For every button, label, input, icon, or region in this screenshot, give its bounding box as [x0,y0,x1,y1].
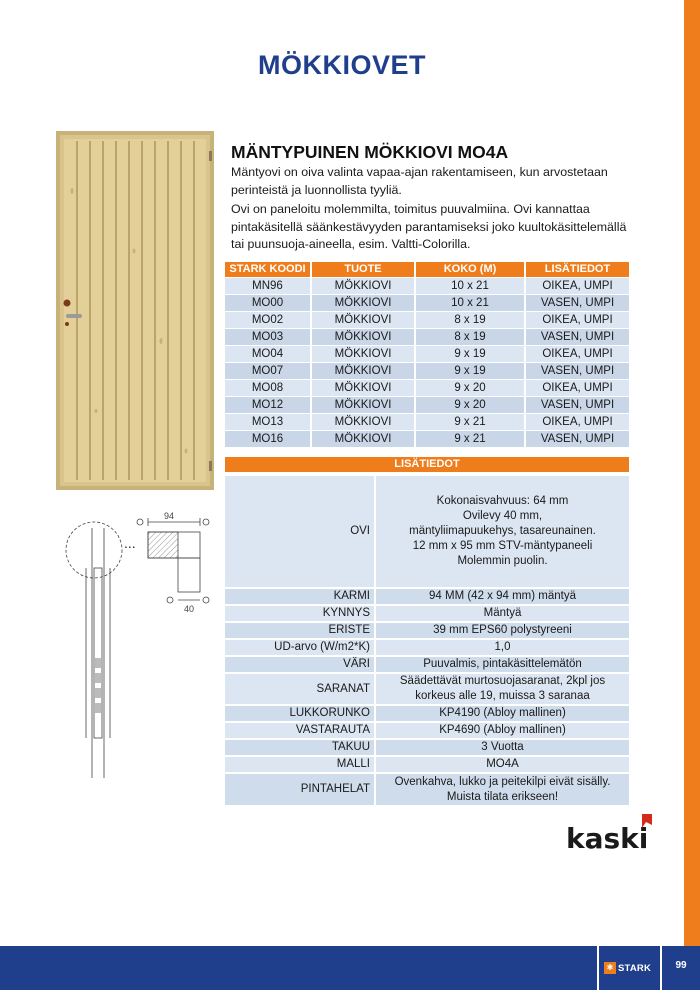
details-line: 1,0 [494,641,511,653]
table-cell: OIKEA, UMPI [525,413,629,430]
details-label: OVI [225,475,375,588]
details-line: Ovilevy 40 mm, mäntyliimapuukehys, tasareunainen. [409,510,596,537]
details-label: VÄRI [225,656,375,673]
table-cell: MÖKKIOVI [311,379,415,396]
details-row [225,588,629,605]
details-line: 3 Vuotta [481,741,524,753]
details-line: MO4A [486,758,519,770]
stark-logo-icon: ✱ [604,962,616,974]
table-row [225,294,629,311]
table-row [225,379,629,396]
details-row [225,622,629,639]
table-row [225,396,629,413]
table-row [225,328,629,345]
details-line: KP4690 (Abloy mallinen) [439,724,566,736]
table-cell: OIKEA, UMPI [525,345,629,362]
details-row [225,639,629,656]
table-cell: MO02 [225,311,311,328]
table-cell: MO07 [225,362,311,379]
table-cell: MN96 [225,277,311,294]
details-line: 94 MM (42 x 94 mm) mäntyä [429,590,576,602]
details-row [225,773,629,805]
table-cell: 9 x 21 [415,430,525,447]
col-header: TUOTE [311,262,415,277]
table-cell: MO00 [225,294,311,311]
product-title: MÄNTYPUINEN MÖKKIOVI MO4A [231,142,509,162]
orange-side-strip [684,0,700,946]
table-cell: MO16 [225,430,311,447]
details-line: Ovenkahva, lukko ja peitekilpi eivät sisälly. Muista tilata erikseen! [394,775,611,803]
table-cell: MO13 [225,413,311,430]
details-row [225,673,629,705]
table-cell: MÖKKIOVI [311,362,415,379]
details-row [225,739,629,756]
table-row [225,362,629,379]
drawing-dim-top: 94 [164,511,175,521]
table-cell: VASEN, UMPI [525,430,629,447]
details-row [225,656,629,673]
table-row [225,430,629,447]
details-line: Puuvalmis, pintakäsittelemätön [423,658,582,670]
page-title: MÖKKIOVET [257,50,426,80]
details-label: ERISTE [225,622,375,639]
table-row [225,311,629,328]
details-value [375,475,629,588]
details-label: VASTARAUTA [225,722,375,739]
details-label: UD-arvo (W/m2*K) [225,639,375,656]
product-intro [231,164,636,256]
col-header: STARK KOODI [225,262,311,277]
intro-paragraph: Mäntyovi on oiva valinta vapaa-ajan rakentamiseen, kun arvostetaan perinteistä ja luonnollista tyyliä. [231,165,608,197]
table-cell: MO03 [225,328,311,345]
table-cell: MÖKKIOVI [311,294,415,311]
details-label: SARANAT [225,673,375,705]
details-line: Säädettävät murtosuojasaranat, 2kpl jos korkeus alle 19, muissa 3 saranaa [399,675,606,702]
details-line: Mäntyä [483,607,522,619]
table-cell: OIKEA, UMPI [525,277,629,294]
details-label: KYNNYS [225,605,375,622]
table-cell: MÖKKIOVI [311,277,415,294]
details-row [225,605,629,622]
table-cell: 9 x 19 [415,345,525,362]
details-table [225,474,629,805]
table-row [225,277,629,294]
table-cell: VASEN, UMPI [525,294,629,311]
table-cell: VASEN, UMPI [525,396,629,413]
details-row [225,722,629,739]
product-codes-table [225,262,629,447]
table-cell: MÖKKIOVI [311,430,415,447]
details-label: PINTAHELAT [225,773,375,805]
table-cell: MÖKKIOVI [311,328,415,345]
table-cell: MO12 [225,396,311,413]
details-value [375,639,629,656]
details-value [375,622,629,639]
table-cell: 10 x 21 [415,277,525,294]
table-cell: MO04 [225,345,311,362]
details-row [225,475,629,588]
details-value [375,722,629,739]
stark-logo [604,960,654,976]
table-cell: 10 x 21 [415,294,525,311]
table-cell: MÖKKIOVI [311,413,415,430]
details-line: KP4190 (Abloy mallinen) [439,707,566,719]
details-value [375,673,629,705]
details-value [375,588,629,605]
details-line: Kokonaisvahvuus: 64 mm [436,495,569,507]
details-label: KARMI [225,588,375,605]
technical-drawing [44,508,224,778]
table-cell: MÖKKIOVI [311,311,415,328]
table-cell: 9 x 19 [415,362,525,379]
table-cell: 8 x 19 [415,328,525,345]
details-value [375,739,629,756]
col-header: KOKO (M) [415,262,525,277]
table-cell: VASEN, UMPI [525,328,629,345]
details-row [225,705,629,722]
page-number: 99 [675,960,687,971]
details-value [375,773,629,805]
col-header: LISÄTIEDOT [525,262,629,277]
drawing-ellipsis: ... [124,535,136,551]
door-image [56,131,214,490]
details-line: Molemmin puolin. [457,555,548,567]
stark-logo-text: STARK [618,962,652,974]
table-cell: OIKEA, UMPI [525,379,629,396]
table-row [225,413,629,430]
details-value [375,756,629,773]
table-cell: MÖKKIOVI [311,396,415,413]
details-label: TAKUU [225,739,375,756]
table-cell: OIKEA, UMPI [525,311,629,328]
table-cell: 9 x 20 [415,379,525,396]
drawing-dim-bottom: 40 [184,604,195,614]
footer-label: MÖKKIOVET [522,17,583,28]
kaski-logo-text: kaski [566,822,649,854]
table-cell: VASEN, UMPI [525,362,629,379]
table-cell: 9 x 20 [415,396,525,413]
details-header: LISÄTIEDOT [225,457,629,472]
kaski-logo [566,814,656,854]
details-label: LUKKORUNKO [225,705,375,722]
table-cell: MO08 [225,379,311,396]
table-cell: 9 x 21 [415,413,525,430]
details-line: 39 mm EPS60 polystyreeni [433,624,572,636]
footer-bar [0,946,700,990]
footer-divider [597,946,599,990]
table-cell: 8 x 19 [415,311,525,328]
details-line: 12 mm x 95 mm STV-mäntypaneeli [412,540,593,552]
intro-paragraph: Ovi on paneloitu molemmilta, toimitus puuvalmiina. Ovi kannattaa pintakäsitellä säänkestävyyden parantamiseksi joko kuultokäsittelemällä tai puunsuoja-aineella, esim. Valtti-Colorilla. [231,202,627,251]
details-row [225,756,629,773]
details-label: MALLI [225,756,375,773]
table-row [225,345,629,362]
details-value [375,705,629,722]
details-value [375,656,629,673]
table-cell: MÖKKIOVI [311,345,415,362]
details-value [375,605,629,622]
